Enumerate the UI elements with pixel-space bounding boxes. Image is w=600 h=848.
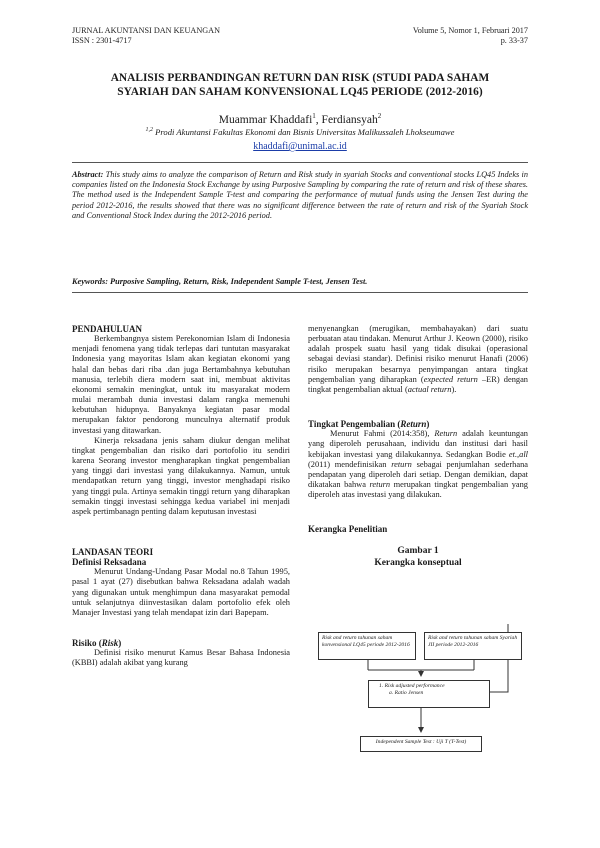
page-range: p. 33-37 <box>500 36 528 45</box>
title-line-2: SYARIAH DAN SAHAM KONVENSIONAL LQ45 PERIODE (2012-2016) <box>117 85 483 98</box>
title-line-1: ANALISIS PERBANDINGAN RETURN DAN RISK (STUDI PADA SAHAM <box>110 72 490 84</box>
figure-label: Gambar 1 <box>397 545 439 556</box>
issn: ISSN : 2301-4717 <box>72 36 132 45</box>
affiliation-sup: 1,2 <box>145 127 153 134</box>
text-run: ). <box>451 384 457 394</box>
keywords-label: Keywords: <box>72 277 108 286</box>
text-run: Return <box>434 429 458 439</box>
text-run: (2011) mendefinisikan <box>308 459 392 469</box>
box3-line-2: a. Ratio Jensen <box>389 690 424 696</box>
author-1: Muammar Khaddafi <box>218 113 313 126</box>
text-run: menyenangkan (merugikan, membahayakan) dari suatu perbuatan atau tindakan. Menurut Arthur J. Keown (2000), risiko adalah prospek suatu hasil yang tidak disukai (operasional sebagai deviasi standar). Definisi risiko menurut Hanafi (2006) risiko merupakan besarnya penyimpangan antara tingkat pengembalian yang diharapkan ( <box>308 324 528 384</box>
email-line <box>40 141 560 152</box>
text-run: et.,all <box>508 449 528 459</box>
journal-name: JURNAL AKUNTANSI DAN KEUANGAN <box>72 26 221 35</box>
author-2: Ferdiansyah <box>321 113 378 126</box>
paragraph <box>308 429 528 500</box>
abstract <box>72 170 528 221</box>
box-jii: Risk and return tahunan saham Syariah JII periode 2012-2016 <box>424 632 522 660</box>
box-lq45: Risk and return tahunan saham konvensional LQ45 periode 2012-2016 <box>318 632 416 660</box>
section-heading-landasan-teori: LANDASAN TEORI <box>72 546 154 557</box>
subsection-heading-kerangka-penelitian: Kerangka Penelitian <box>308 524 388 535</box>
keywords <box>72 277 528 286</box>
section-heading-pendahuluan: PENDAHULUAN <box>72 324 143 334</box>
author-separator: , <box>315 113 322 126</box>
text-run: return <box>391 459 412 469</box>
left-column <box>72 324 290 669</box>
abstract-bottom-rule <box>72 292 528 293</box>
figure-title: Kerangka konseptual <box>374 557 462 568</box>
text-run: return <box>369 480 391 490</box>
abstract-label: Abstract: <box>72 170 104 179</box>
conceptual-framework-diagram <box>316 624 526 776</box>
affiliation-text: Prodi Akuntansi Fakultas Ekonomi dan Bisnis Universitas Malikussaleh Lhokseumawe <box>153 127 455 137</box>
paper-title <box>40 72 560 99</box>
risiko-heading-b: Risk <box>101 638 119 649</box>
text-run: expected return <box>423 374 478 384</box>
subsection-heading-tingkat-pengembalian <box>308 419 528 429</box>
tingkat-heading-a: Tingkat Pengembalian ( <box>308 419 401 430</box>
paragraph: Definisi risiko menurut Kamus Besar Bahasa Indonesia (KBBI) adalah akibat yang kurang <box>72 648 290 668</box>
paragraph <box>308 324 528 395</box>
paragraph: Menurut Undang-Undang Pasar Modal no.8 Tahun 1995, pasal 1 ayat (27) disebutkan bahwa Reksadana adalah wadah yang digunakan untuk menghimpun dana masyarakat pemodal untuk selanjutnya diinvestasikan dalam portofolio efek oleh Manajer Investasi yang telah mendapat izin dari Bapepam. <box>72 567 290 617</box>
text-run: adalah keuntungan yang diperoleh perusahaan, individu dan institusi dari hasil kebijakan investasi yang dilakukannya. Sedangkan Bodie <box>308 429 528 459</box>
keywords-text: Purposive Sampling, Return, Risk, Independent Sample T-test, Jensen Test. <box>107 277 368 286</box>
paragraph: Kinerja reksadana jenis saham diukur dengan melihat tingkat pengembalian dan risiko dari portofolio itu sendiri karena Seorang investor mengharapkan tingkat pengembalian yang tinggi dari investasi yang dilakukannya. Namun, untuk mendapatkan return yang tinggi, investor menghadapi risiko yang tinggi pula. Artinya semakin tinggi return yang diharapkan semakin tinggi investasi sehingga kedua variabel ini menjadi aspek pertimbanagn penting dalam keputusan investasi <box>72 435 290 516</box>
paragraph: Berkembangnya sistem Perekonomian Islam di Indonesia menjadi fenomena yang tidak terlepas dari tuntutan masyarakat Indonesia yang mayoritas Islam akan kegiatan ekonomi yang halal dan bebas dari riba .dan juga Bertambahnya kebutuhan manusia, terlebih diera modern saat ini, membuat aktivitas ekonomi semakin meningkat, untuk itu masyarakat modern mulai merambah dunia investasi dalam rangka memenuhi kebutuhan hidupnya. Banyaknya kegiatan pasar modal merupakan faktor pendorong munculnya alternatif produk investasi yang ditawarkan. <box>72 334 290 435</box>
subsection-heading-definisi-reksadana: Definisi Reksadana <box>72 557 147 568</box>
tingkat-heading-c: ) <box>426 419 430 430</box>
text-run: actual return <box>407 384 452 394</box>
volume-info: Volume 5, Nomor 1, Februari 2017 <box>412 26 528 35</box>
affiliation <box>40 127 560 137</box>
box3-line-1: 1. Risk adjusted performance <box>379 683 445 689</box>
abstract-text: This study aims to analyze the comparison of Return and Risk study in syariah Stocks and conventional stocks LQ45 Indeks in companies listed on the Indonesia Stock Exchange by using Purposive Sampling by comparing the rate of return and risk of these shares. The method used is the Independent Sample T-test and comparing the performance of mutual funds using the Jensen Test during the period 2012-2016, the results showed that there was no significant difference between the rate of return and risk of the Syariah Stock and Conventional Stock Index during the 2012-2016 period. <box>72 170 528 220</box>
box-risk-adjusted-performance <box>368 680 490 708</box>
right-column <box>308 324 528 569</box>
author-1-sup: 1 <box>312 112 316 120</box>
text-run: Menurut Fahmi (2014:358), <box>330 429 435 439</box>
abstract-top-rule <box>72 162 528 163</box>
risiko-heading-c: ) <box>118 638 122 649</box>
authors <box>40 112 560 126</box>
author-email-link[interactable]: khaddafi@unimal.ac.id <box>253 141 347 152</box>
tingkat-heading-b: Return <box>400 419 427 430</box>
subsection-heading-risiko <box>72 638 290 648</box>
text-run: –ER) dengan tingkat pengembalian aktual ( <box>308 374 528 394</box>
text-run: sebagai penjumlahan sederhana pendapatan yang diperoleh dari setiap. Dengan demikian, dapat dikatakan bahwa <box>308 459 528 490</box>
risiko-heading-a: Risiko ( <box>72 638 102 649</box>
box-independent-sample-test: Independent Sample Test : Uji T (T-Test) <box>360 736 482 752</box>
text-run: merupakan tingkat pengembalian yang diperoleh atas investasi yang dilakukan. <box>308 480 528 500</box>
author-2-sup: 2 <box>377 112 382 120</box>
